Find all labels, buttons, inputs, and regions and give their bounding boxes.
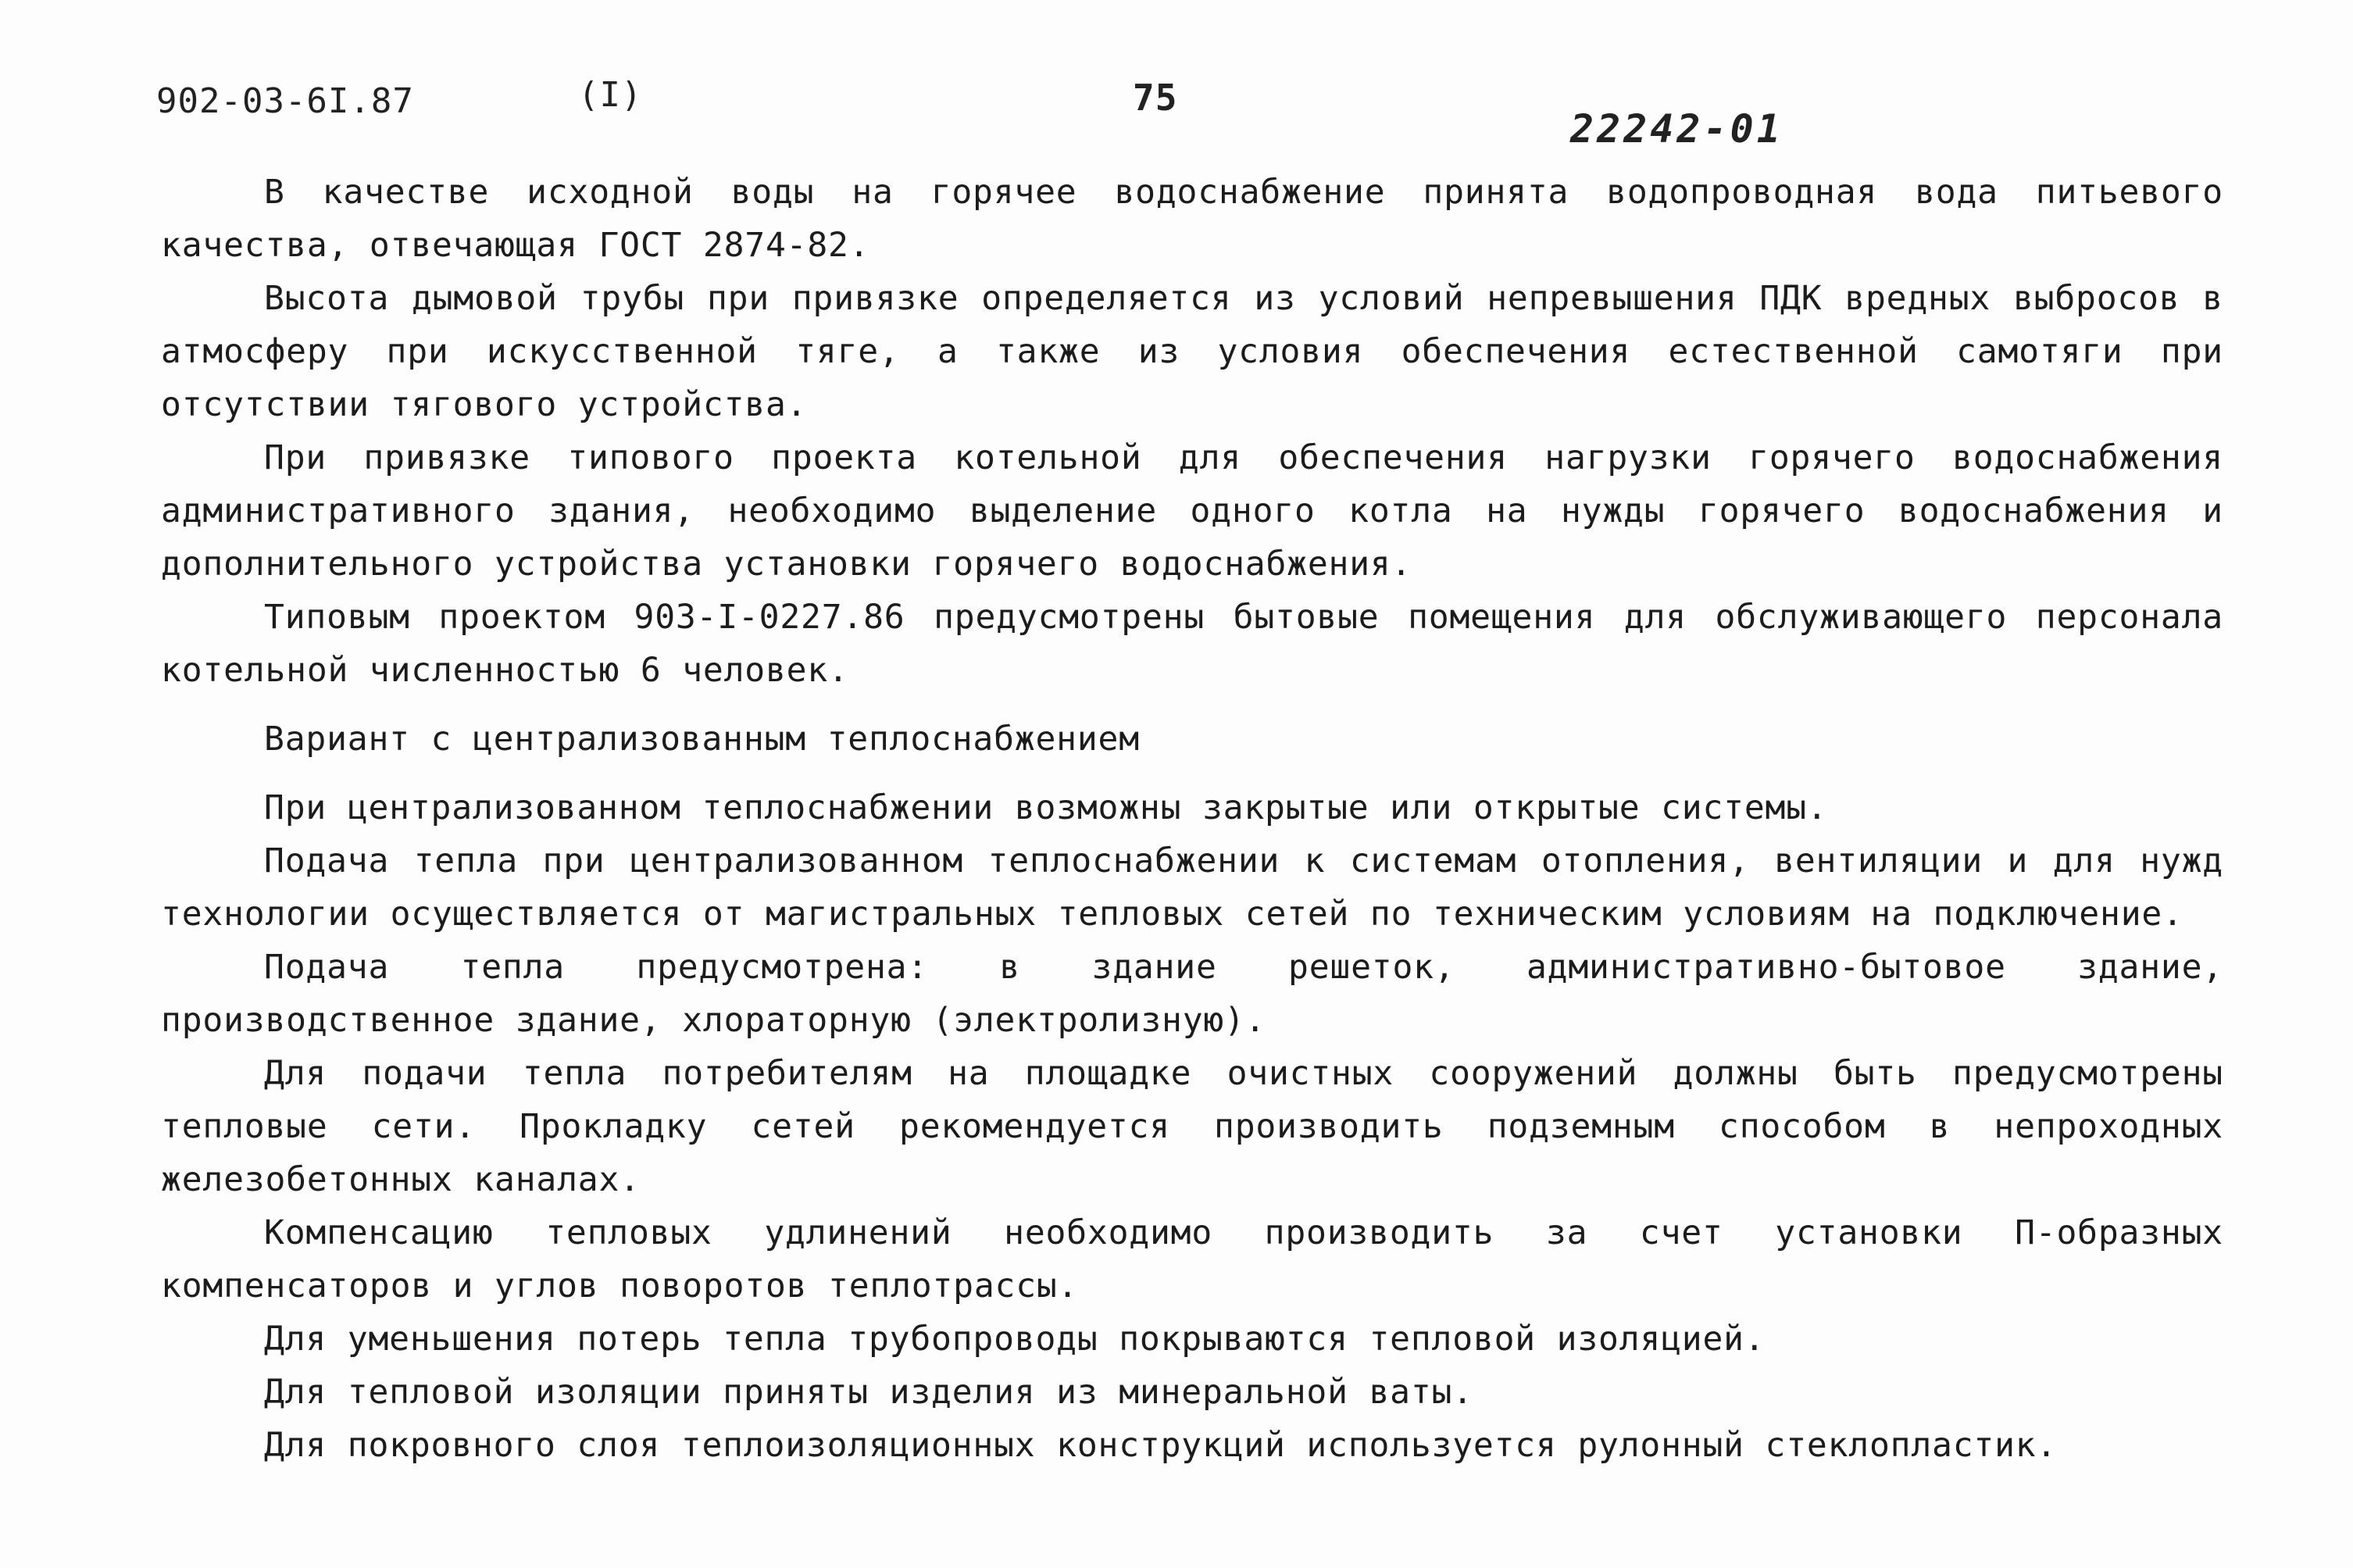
page-number: 75 [1133,77,1178,119]
document-code: 902-03-6I.87 [156,81,414,121]
section-heading: Вариант с централизованным теплоснабжением [264,720,1140,759]
paragraph: Высота дымовой трубы при привязке определяется из условий непревышения ПДК вредных выбросов в атмосферу при искусственной тяге, а также из условия обеспечения естественной самотяги при отсутствии тягового устройства. [161,279,2223,424]
paragraph: Для уменьшения потерь тепла трубопроводы покрываются тепловой изоляцией. [264,1320,1766,1359]
paragraph: Для покровного слоя теплоизоляционных конструкций используется рулонный стеклопластик. [264,1426,2058,1465]
part-number: (I) [578,75,643,115]
body-text [161,166,2223,1472]
paragraph: Компенсацию тепловых удлинений необходимо производить за счет установки П-образных компенсаторов и углов поворотов теплотрассы. [161,1213,2223,1305]
paragraph: При привязке типового проекта котельной для обеспечения нагрузки горячего водоснабжения административного здания, необходимо выделение одного котла на нужды горячего водоснабжения и дополнительного устройства установки горячего водоснабжения. [161,438,2223,584]
paragraph: Подача тепла при централизованном теплоснабжении к системам отопления, вентиляции и для нужд технологии осуществляется от магистральных тепловых сетей по техническим условиям на подключение. [161,841,2223,934]
paragraph: При централизованном теплоснабжении возможны закрытые или открытые системы. [264,788,1828,827]
paragraph: Для подачи тепла потребителям на площадке очистных сооружений должны быть предусмотрены тепловые сети. Прокладку сетей рекомендуется производить подземным способом в непроходных железобетонных каналах. [161,1054,2223,1199]
paragraph: Для тепловой изоляции приняты изделия из минеральной ваты. [264,1373,1473,1412]
paragraph: Типовым проектом 903-I-0227.86 предусмотрены бытовые помещения для обслуживающего персонала котельной численностью 6 человек. [161,598,2223,690]
paragraph: Подача тепла предусмотрена: в здание решеток, административно-бытовое здание, производственное здание, хлораторную (электролизную). [161,948,2223,1040]
paragraph: В качестве исходной воды на горячее водоснабжение принята водопроводная вода питьевого качества, отвечающая ГОСТ 2874-82. [161,173,2223,265]
inventory-number: 22242-01 [1570,106,1783,152]
